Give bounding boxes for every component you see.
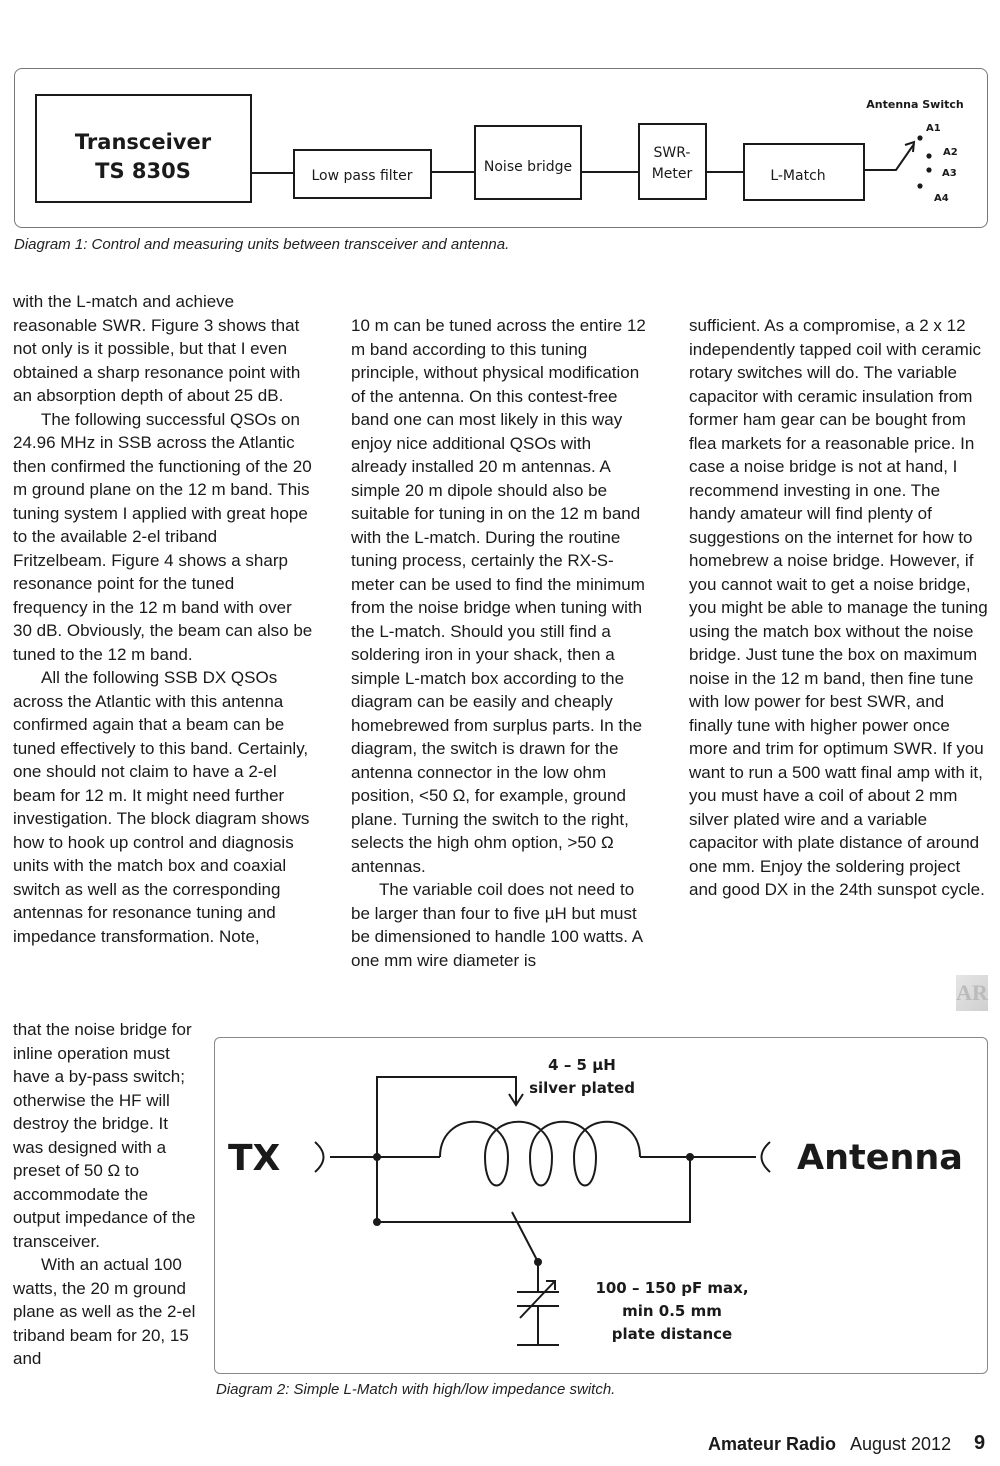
paragraph: All the following SSB DX QSOs across the Atlantic with this antenna confirmed again that a beam can be tuned effectively to this band. Certainly, one should not claim to have a 2-el beam for 12 m. It might need further investigation. The block diagram shows how to hook up control and diagnosis units with the match box and coaxial switch as well as the corresponding antennas for resonance tuning and impedance transformation. Note,: [13, 668, 310, 946]
paragraph: that the noise bridge for inline operation must have a by-pass switch; otherwise the HF will destroy the bridge. It was designed with a preset of 50 Ω to accommodate the output impedance of the transceiver.: [13, 1020, 196, 1251]
coil-spec-line-1: 4 – 5 µH: [548, 1056, 616, 1074]
capacitor-spec-line-1: 100 – 150 pF max,: [595, 1279, 749, 1297]
position-a3: A3: [942, 168, 957, 179]
swr-meter-label-1: SWR-: [653, 145, 691, 161]
antenna-switch-title: Antenna Switch: [866, 98, 964, 111]
page-number: 9: [974, 1432, 986, 1454]
antenna-connector: [762, 1142, 771, 1172]
junction-dot: [534, 1258, 542, 1266]
noise-bridge-label: Noise bridge: [483, 159, 573, 175]
paragraph: sufficient. As a compromise, a 2 x 12 independently tapped coil with ceramic rotary switches will do. The variable capacitor with ceramic insulation from former ham gear can be bought from flea markets for a reasonable price. In case a noise bridge is not at hand, I recommend investing in one. The handy amateur will find plenty of suggestions on the internet for how to homebrew a noise bridge. However, if you cannot wait to get a noise bridge, you might be able to manage the tuning using the match box without the noise bridge. Just tune the box on maximum noise in the 12 m band, then fine tune with low power for best SWR, and finally tune with higher power once more and trim for optimum SWR. If you want to run a 500 watt final amp with it, you must have a coil of about 2 mm silver plated wire and a variable capacitor with plate distance of around one mm. Enjoy the soldering project and good DX in the 24th sunspot cycle.: [689, 316, 988, 899]
lower-wire: [377, 1157, 690, 1222]
transceiver-label-2: TS 830S: [95, 159, 191, 183]
junction-dot: [686, 1153, 694, 1161]
paragraph: 10 m can be tuned across the entire 12 m band according to this tuning principle, without physical modification of the antenna. On this contest-free band one can most likely in this way enjoy nice additional QSOs with already installed 20 m antennas. A simple 20 m dipole should also be suitable for tuning in on the 12 m band with the L-match. During the routine tuning process, certainly the RX-S-meter can be used to find the minimum from the noise bridge when tuning with the L-match. Should you still find a soldering iron in your shack, then a simple L-match box according to the diagram can be easily and cheaply homebrewed from surplus parts. In the diagram, the switch is drawn for the antenna connector in the low ohm position, <50 Ω, for example, ground plane. Turning the switch to the right, selects the high ohm option, >50 Ω antennas.: [351, 316, 646, 876]
magazine-name: Amateur Radio: [708, 1434, 837, 1454]
tx-connector: [315, 1142, 324, 1172]
swr-meter-label-2: Meter: [651, 166, 693, 182]
low-pass-filter-label: Low pass filter: [311, 168, 413, 184]
paragraph: With an actual 100 watts, the 20 m ground plane as well as the 2-el triband beam for 20, 15 and: [13, 1255, 196, 1368]
ar-logo-icon: AR: [956, 975, 988, 1011]
coil-tap-wire: [377, 1077, 516, 1157]
position-a2: A2: [943, 147, 958, 158]
inductor-coil: [440, 1122, 640, 1186]
issue-date: August 2012: [850, 1434, 952, 1454]
junction-dot: [373, 1218, 381, 1226]
transceiver-label-1: Transceiver: [74, 130, 212, 154]
diagram-2-caption: Diagram 2: Simple L-Match with high/low impedance switch.: [216, 1381, 616, 1398]
paragraph: with the L-match and achieve reasonable SWR. Figure 3 shows that not only is it possible, but that I even obtained a sharp resonance point with an absorption depth of about 25 dB.: [13, 292, 301, 405]
coil-spec-line-2: silver plated: [529, 1079, 635, 1097]
diagram-1-caption: Diagram 1: Control and measuring units between transceiver and antenna.: [14, 236, 510, 253]
tx-label: TX: [228, 1138, 281, 1179]
paragraph: The following successful QSOs on 24.96 MHz in SSB across the Atlantic then confirmed the functioning of the 20 m ground plane on the 12 m band. This tuning system I applied with great hope to the available 2-el triband Fritzelbeam. Figure 4 shows a sharp resonance point for the tuned frequency in the 12 m band with over 30 dB. Obviously, the beam can also be tuned to the 12 m band.: [13, 409, 313, 664]
l-match-label: L-Match: [770, 168, 826, 184]
impedance-switch-blade: [512, 1212, 538, 1262]
position-a1: A1: [926, 123, 941, 134]
capacitor-spec-line-2: min 0.5 mm: [622, 1302, 722, 1320]
capacitor-spec-line-3: plate distance: [611, 1325, 733, 1343]
position-a4: A4: [934, 193, 949, 204]
paragraph: The variable coil does not need to be larger than four to five µH but must be dimensioned to handle 100 watts. A one mm wire diameter is: [351, 880, 643, 970]
junction-dot: [373, 1153, 381, 1161]
antenna-label: Antenna: [797, 1138, 963, 1178]
